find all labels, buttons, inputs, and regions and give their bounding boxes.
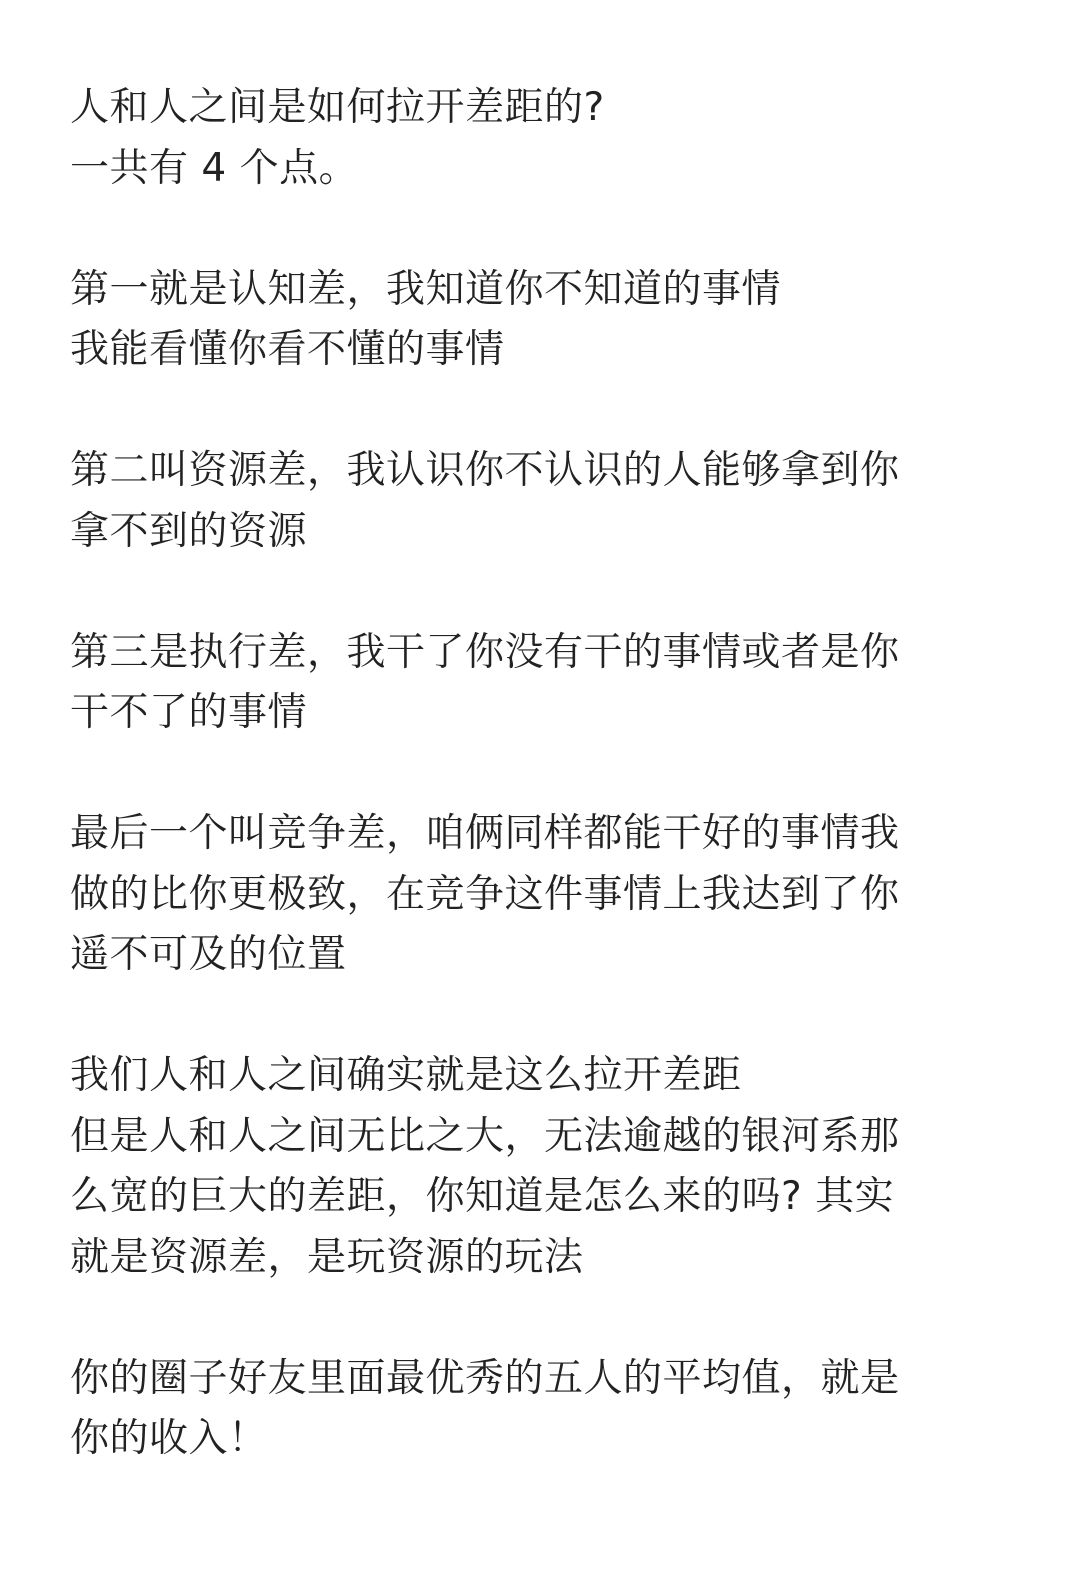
text-line: 遥不可及的位置 <box>70 932 347 977</box>
text-line: 干不了的事情 <box>70 690 308 735</box>
text-line: 第一就是认知差，我知道你不知道的事情 <box>70 266 782 312</box>
paragraph-conclusion <box>70 1349 990 1470</box>
text-line: 你的圈子好友里面最优秀的五人的平均值，就是 <box>70 1355 900 1401</box>
text-line: 一共有 4 个点。 <box>70 145 359 191</box>
text-line: 你的收入！ <box>70 1416 268 1461</box>
text-line: 拿不到的资源 <box>70 508 308 554</box>
text-line: 我能看懂你看不懂的事情 <box>70 327 505 372</box>
text-line: 第二叫资源差，我认识你不认识的人能够拿到你 <box>70 448 900 493</box>
paragraph-point-2 <box>70 441 990 562</box>
paragraph-summary <box>70 1046 990 1288</box>
text-line: 人和人之间是如何拉开差距的? <box>70 85 605 130</box>
document-body <box>70 78 990 1470</box>
text-line: 做的比你更极致，在竞争这件事情上我达到了你 <box>70 871 900 917</box>
paragraph-point-4 <box>70 804 990 986</box>
text-line: 第三是执行差，我干了你没有干的事情或者是你 <box>70 629 900 675</box>
text-line: 就是资源差，是玩资源的玩法 <box>70 1234 584 1280</box>
text-line: 么宽的巨大的差距，你知道是怎么来的吗? 其实 <box>70 1174 895 1219</box>
text-line: 但是人和人之间无比之大，无法逾越的银河系那 <box>70 1113 900 1159</box>
paragraph-point-3 <box>70 623 990 744</box>
paragraph-point-1 <box>70 260 990 381</box>
text-line: 最后一个叫竞争差，咱俩同样都能干好的事情我 <box>70 811 900 856</box>
text-line: 我们人和人之间确实就是这么拉开差距 <box>70 1053 742 1098</box>
paragraph-intro <box>70 78 990 199</box>
